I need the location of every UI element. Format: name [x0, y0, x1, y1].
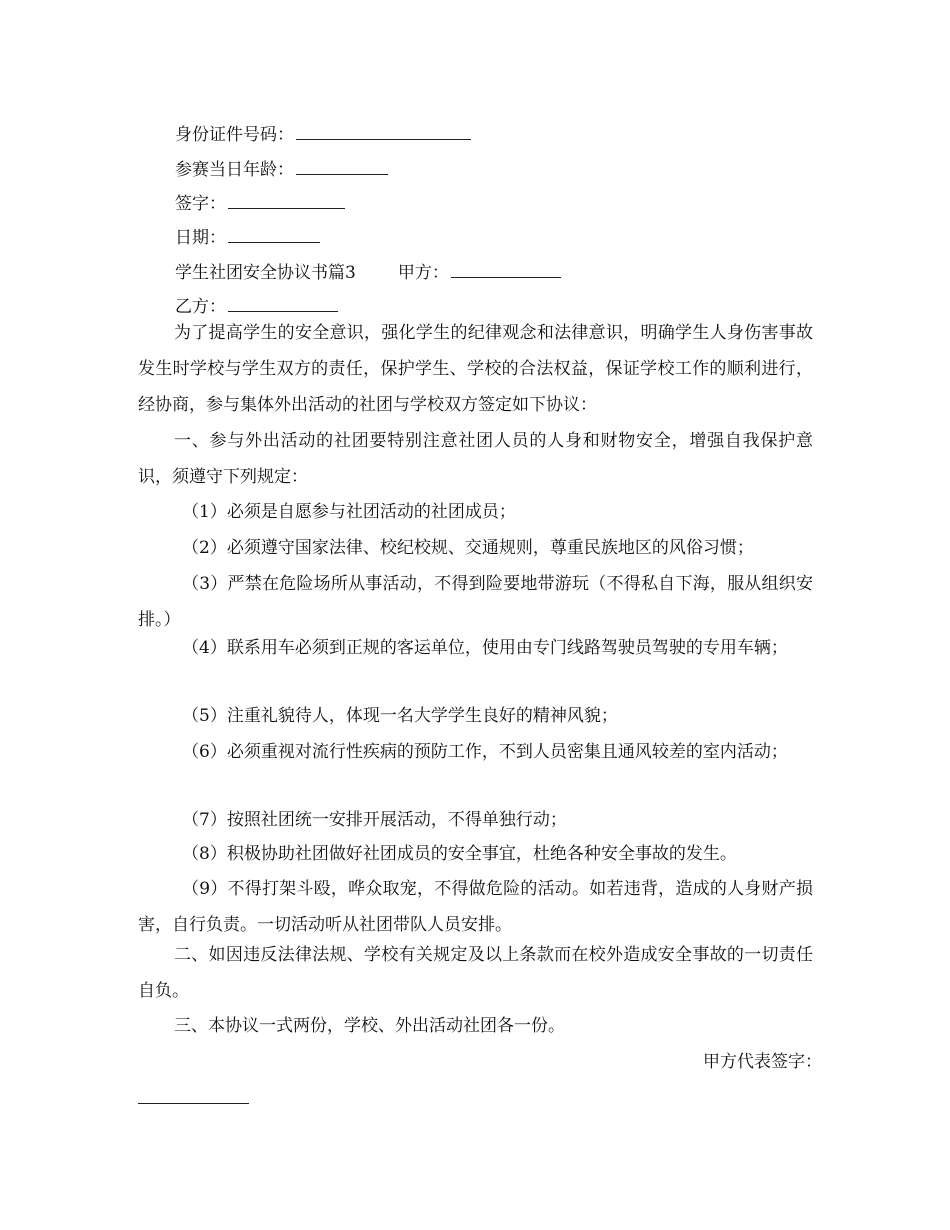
- list-item: （2）必须遵守国家法律、校纪校规、交通规则，尊重民族地区的风俗习惯；: [182, 538, 754, 558]
- signature-label: 签字：: [175, 194, 226, 214]
- list-item: （8）积极协助社团做好社团成员的安全事宜，杜绝各种安全事故的发生。: [182, 844, 737, 864]
- age-blank[interactable]: [296, 158, 388, 175]
- date-blank[interactable]: [228, 226, 320, 243]
- party-b-field: [175, 292, 338, 317]
- age-field: [175, 155, 388, 180]
- section-title: 学生社团安全协议书篇3: [175, 263, 356, 283]
- intro-paragraph: 为了提高学生的安全意识，强化学生的纪律观念和法律意识，明确学生人身伤害事故发生时学校与学生双方的责任，保护学生、学校的合法权益，保证学校工作的顺利进行，经协商，参与集体外出活动的社团与学校双方签定如下协议：: [138, 323, 813, 415]
- list-item: （1）必须是自愿参与社团活动的社团成员；: [182, 502, 516, 522]
- party-b-blank[interactable]: [228, 295, 338, 312]
- date-label: 日期：: [175, 228, 226, 248]
- id-number-blank[interactable]: [296, 123, 471, 140]
- signature-field: [175, 189, 345, 214]
- date-field: [175, 223, 320, 248]
- list-item: （6）必须重视对流行性疾病的预防工作，不到人员密集且通风较差的室内活动；: [182, 742, 788, 762]
- list-item: （4）联系用车必须到正规的客运单位，使用由专门线路驾驶员驾驶的专用车辆；: [182, 638, 788, 658]
- party-a-rep-signature-blank[interactable]: [138, 1103, 249, 1104]
- list-item: （9）不得打架斗殴，哗众取宠，不得做危险的活动。如若违背，造成的人身财产损害，自行负责。一切活动听从社团带队人员安排。: [138, 879, 813, 935]
- clause-3: 三、本协议一式两份，学校、外出活动社团各一份。: [174, 1016, 565, 1036]
- party-a-rep-signature-label: 甲方代表签字：: [703, 1052, 822, 1072]
- party-a-label: 甲方：: [397, 263, 449, 283]
- id-number-field: [175, 120, 471, 145]
- section-heading: [175, 258, 561, 283]
- signature-blank[interactable]: [228, 192, 345, 209]
- list-item: （5）注重礼貌待人，体现一名大学学生良好的精神风貌；: [182, 706, 618, 726]
- list-item: （3）严禁在危险场所从事活动，不得到险要地带游玩（不得私自下海，服从组织安排。）: [138, 574, 813, 630]
- list-item: （7）按照社团统一安排开展活动，不得单独行动；: [182, 810, 567, 830]
- clause-1: 一、参与外出活动的社团要特别注意社团人员的人身和财物安全，增强自我保护意识，须遵守下列规定：: [138, 431, 813, 487]
- clause-2: 二、如因违反法律法规、学校有关规定及以上条款而在校外造成安全事故的一切责任自负。: [138, 945, 813, 1001]
- age-label: 参赛当日年龄：: [175, 160, 294, 180]
- party-b-label: 乙方：: [175, 297, 226, 317]
- id-number-label: 身份证件号码：: [175, 125, 294, 145]
- party-a-blank[interactable]: [451, 261, 561, 278]
